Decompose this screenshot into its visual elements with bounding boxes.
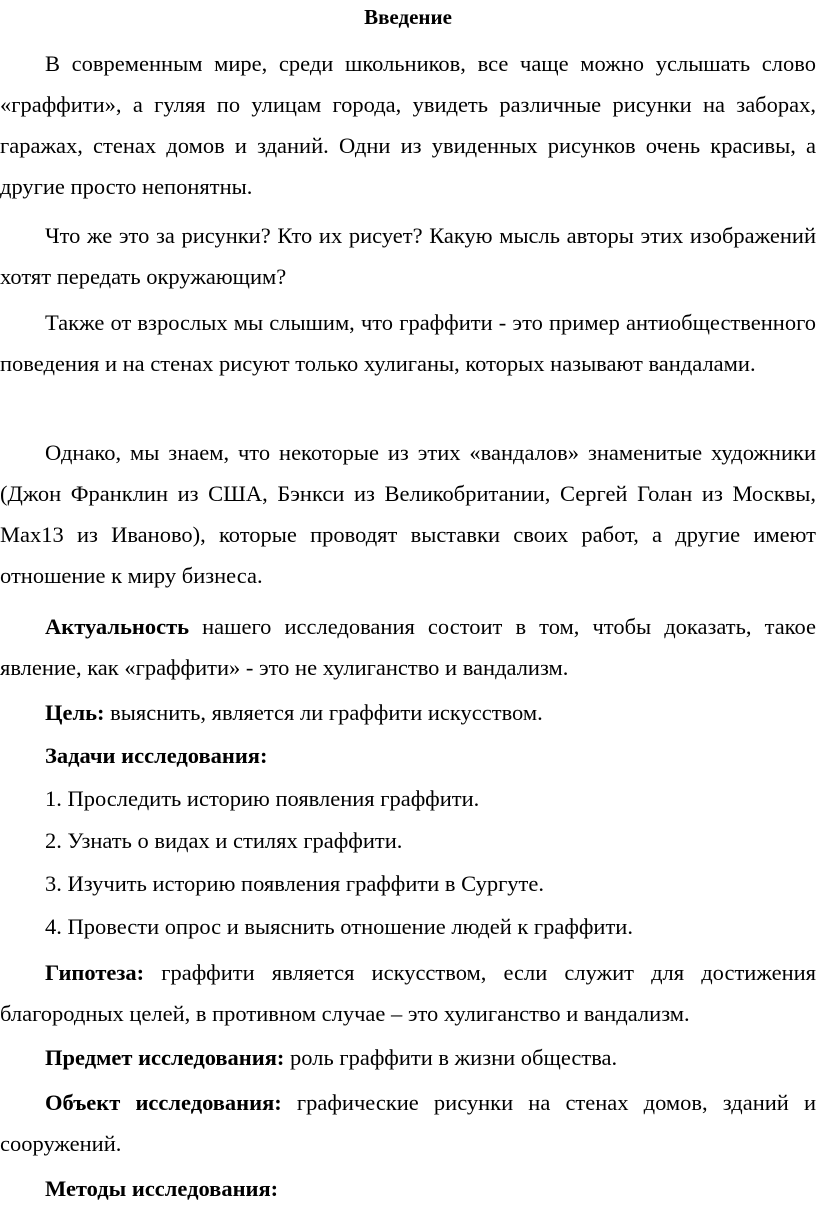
object-label: Объект исследования: (45, 1090, 282, 1115)
tasks-label: Задачи исследования: (45, 743, 268, 768)
task-item: 4. Провести опрос и выяснить отношение людей к граффити. (45, 914, 633, 939)
methods-heading (45, 1168, 278, 1209)
hypothesis-paragraph (0, 952, 816, 1034)
subject-label: Предмет исследования: (45, 1045, 285, 1070)
object-text: графические рисунки на стенах домов, зданий и сооружений. (0, 1090, 816, 1156)
goal-paragraph (45, 692, 543, 733)
goal-text: выяснить, является ли граффити искусством. (104, 700, 543, 725)
intro-paragraph-3: Также от взрослых мы слышим, что граффити - это пример антиобщественного поведения и на стенах рисуют только хулиганы, которых называют вандалами. (0, 310, 816, 376)
task-item: 3. Изучить историю появления граффити в Сургуте. (45, 871, 544, 896)
methods-label: Методы исследования: (45, 1176, 279, 1201)
tasks-heading (45, 735, 267, 776)
subject-paragraph (45, 1037, 617, 1078)
goal-label: Цель: (45, 700, 105, 725)
page-title: Введение (364, 5, 452, 29)
relevance-label: Актуальность (45, 614, 190, 639)
intro-paragraph-4: Однако, мы знаем, что некоторые из этих «вандалов» знаменитые художники (Джон Франклин из США, Бэнкси из Великобритании, Сергей Голан из Москвы, Max13 из Иваново), которые проводят выставки своих работ, а другие имеют отношение к миру бизнеса. (0, 440, 816, 588)
relevance-paragraph (0, 606, 816, 688)
task-item: 1. Проследить историю появления граффити. (45, 786, 480, 811)
task-item: 2. Узнать о видах и стилях граффити. (45, 828, 403, 853)
intro-paragraph-1: В современным мире, среди школьников, все чаще можно услышать слово «граффити», а гуляя по улицам города, увидеть различные рисунки на заборах, гаражах, стенах домов и зданий. Одни из увиденных рисунков очень красивы, а другие просто непонятны. (0, 51, 816, 199)
subject-text: роль граффити в жизни общества. (284, 1045, 618, 1070)
hypothesis-label: Гипотеза: (45, 960, 145, 985)
hypothesis-text: граффити является искусством, если служит для достижения благородных целей, в противном случае – это хулиганство и вандализм. (0, 960, 816, 1026)
relevance-text: нашего исследования состоит в том, чтобы доказать, такое явление, как «граффити» - это не хулиганство и вандализм. (0, 614, 816, 680)
intro-paragraph-2: Что же это за рисунки? Кто их рисует? Какую мысль авторы этих изображений хотят передать окружающим? (0, 223, 816, 289)
object-paragraph (0, 1082, 816, 1164)
